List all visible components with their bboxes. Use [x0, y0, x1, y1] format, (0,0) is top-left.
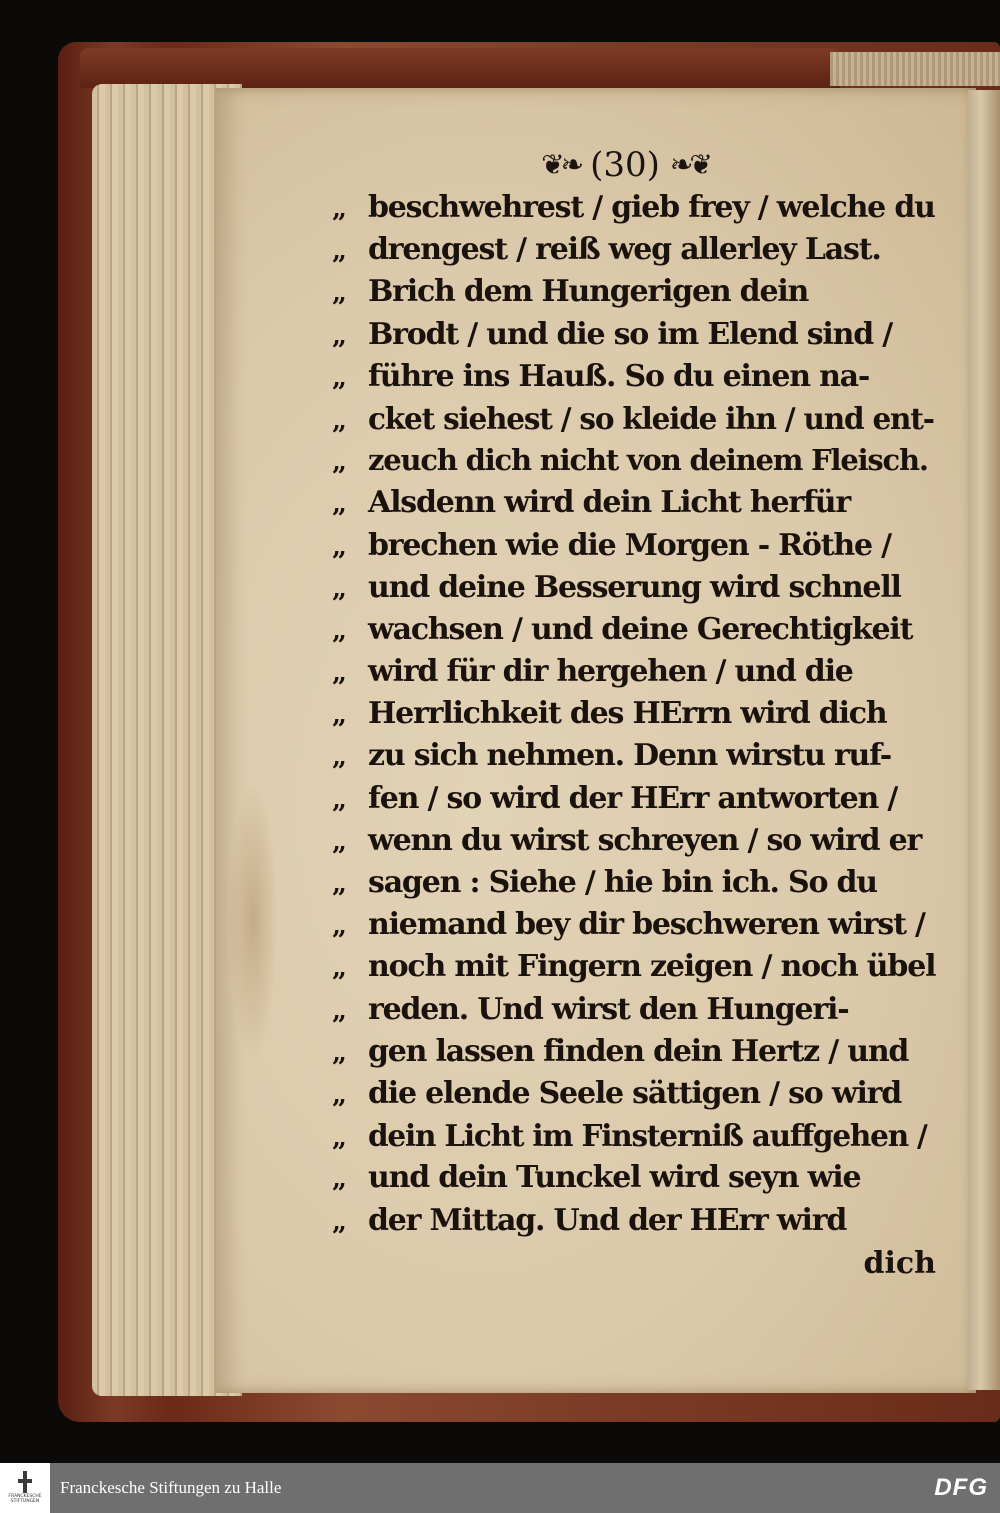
text-line: [332, 612, 936, 654]
quote-mark: „: [332, 573, 347, 604]
line-text: und dein Tunckel wird seyn wie: [368, 1160, 861, 1196]
line-text: der Mittag. Und der HErr wird: [368, 1202, 847, 1238]
text-line: [332, 907, 936, 949]
quote-mark: „: [332, 1164, 347, 1195]
line-text: zeuch dich nicht von deinem Fleisch.: [368, 443, 928, 478]
text-line: [332, 823, 936, 865]
line-text: zu sich nehmen. Denn wirstu ruf-: [368, 738, 892, 774]
line-text: fen / so wird der HErr antworten /: [368, 780, 898, 816]
text-line: [332, 1034, 936, 1076]
text-line: [332, 949, 936, 991]
logo-text: FRANCKESCHE STIFTUNGEN: [8, 1494, 42, 1504]
dfg-logo[interactable]: DFG: [934, 1474, 988, 1501]
quote-mark: „: [332, 405, 347, 436]
line-text: brechen wie die Morgen - Röthe /: [368, 527, 891, 563]
line-text: dein Licht im Finsterniß auffgehen /: [368, 1118, 927, 1154]
text-line: [332, 570, 936, 612]
text-line: [332, 696, 936, 738]
text-line: [332, 1203, 936, 1245]
quote-mark: „: [332, 658, 347, 689]
quote-mark: „: [332, 742, 347, 773]
text-line: [332, 190, 936, 232]
text-line: [332, 443, 936, 485]
quote-mark: „: [332, 1079, 347, 1110]
quote-mark: „: [332, 236, 347, 267]
text-line: [332, 485, 936, 527]
quote-mark: „: [332, 531, 347, 562]
text-line: [332, 781, 936, 823]
line-text: niemand bey dir beschweren wirst /: [368, 907, 925, 943]
line-text: wenn du wirst schreyen / so wird er: [368, 822, 922, 858]
cover-top-edge: [80, 48, 840, 88]
quote-mark: „: [332, 489, 347, 520]
line-text: wachsen / und deine Gerechtigkeit: [368, 611, 913, 647]
quote-mark: „: [332, 995, 347, 1026]
logo-icon: [17, 1471, 33, 1493]
text-line: [332, 359, 936, 401]
text-line: [332, 1076, 936, 1118]
viewer-footer: [0, 1463, 1000, 1513]
quote-mark: „: [332, 447, 347, 478]
quote-mark: „: [332, 911, 347, 942]
text-line: [332, 992, 936, 1034]
page-number: (30): [590, 145, 660, 185]
text-line: [332, 274, 936, 316]
text-line: [332, 738, 936, 780]
gutter: [968, 90, 1000, 1390]
page-stain: [228, 780, 278, 1060]
line-text: drengest / reiß weg allerley Last.: [368, 232, 881, 268]
line-text: reden. Und wirst den Hungeri-: [368, 991, 849, 1027]
quote-mark: „: [332, 1037, 347, 1068]
quote-mark: „: [332, 1123, 347, 1154]
institution-name[interactable]: Franckesche Stiftungen zu Halle: [60, 1478, 282, 1497]
quote-mark: „: [332, 320, 347, 351]
text-line: [332, 865, 936, 907]
line-text: cket siehest / so kleide ihn / und ent-: [368, 400, 934, 436]
line-text: beschwehrest / gieb frey / welche du: [368, 190, 935, 225]
quote-mark: „: [332, 869, 347, 899]
line-text: Brodt / und die so im Elend sind /: [368, 316, 892, 352]
text-line: [332, 1160, 936, 1202]
text-line: [332, 317, 936, 359]
text-line: [332, 1118, 936, 1160]
quote-mark: „: [332, 700, 347, 731]
quote-mark: „: [332, 615, 347, 646]
line-text: Brich dem Hungerigen dein: [368, 274, 809, 310]
quote-mark: „: [332, 826, 347, 857]
quote-mark: „: [332, 1206, 347, 1237]
text-line: [332, 401, 936, 443]
ornament-right-icon: ❧❦: [669, 148, 709, 181]
institution-logo[interactable]: [0, 1463, 50, 1513]
quote-mark: „: [332, 953, 347, 984]
headband: [830, 52, 1000, 86]
quote-mark: „: [332, 784, 347, 815]
line-text: sagen : Siehe / hie bin ich. So du: [368, 865, 877, 900]
line-text: und deine Besserung wird schnell: [368, 569, 901, 605]
line-text: Alsdenn wird dein Licht herfür: [368, 485, 850, 521]
text-line: [332, 654, 936, 696]
quote-mark: „: [332, 278, 347, 309]
line-text: gen lassen finden dein Hertz / und: [368, 1033, 909, 1069]
line-text: die elende Seele sättigen / so wird: [368, 1075, 902, 1111]
line-text: führe ins Hauß. So du einen na-: [368, 358, 870, 394]
text-line: [332, 232, 936, 274]
line-text: noch mit Fingern zeigen / noch übel: [368, 949, 936, 985]
ornament-left-icon: ❦❧: [541, 148, 581, 181]
quote-mark: „: [332, 194, 347, 224]
text-line: [332, 528, 936, 570]
catchword: dich: [863, 1246, 936, 1281]
line-text: wird für dir hergehen / und die: [368, 654, 853, 690]
line-text: Herrlichkeit des HErrn wird dich: [368, 696, 887, 732]
quote-mark: „: [332, 362, 347, 393]
page-header: [500, 140, 750, 190]
page-text: [332, 190, 936, 1245]
